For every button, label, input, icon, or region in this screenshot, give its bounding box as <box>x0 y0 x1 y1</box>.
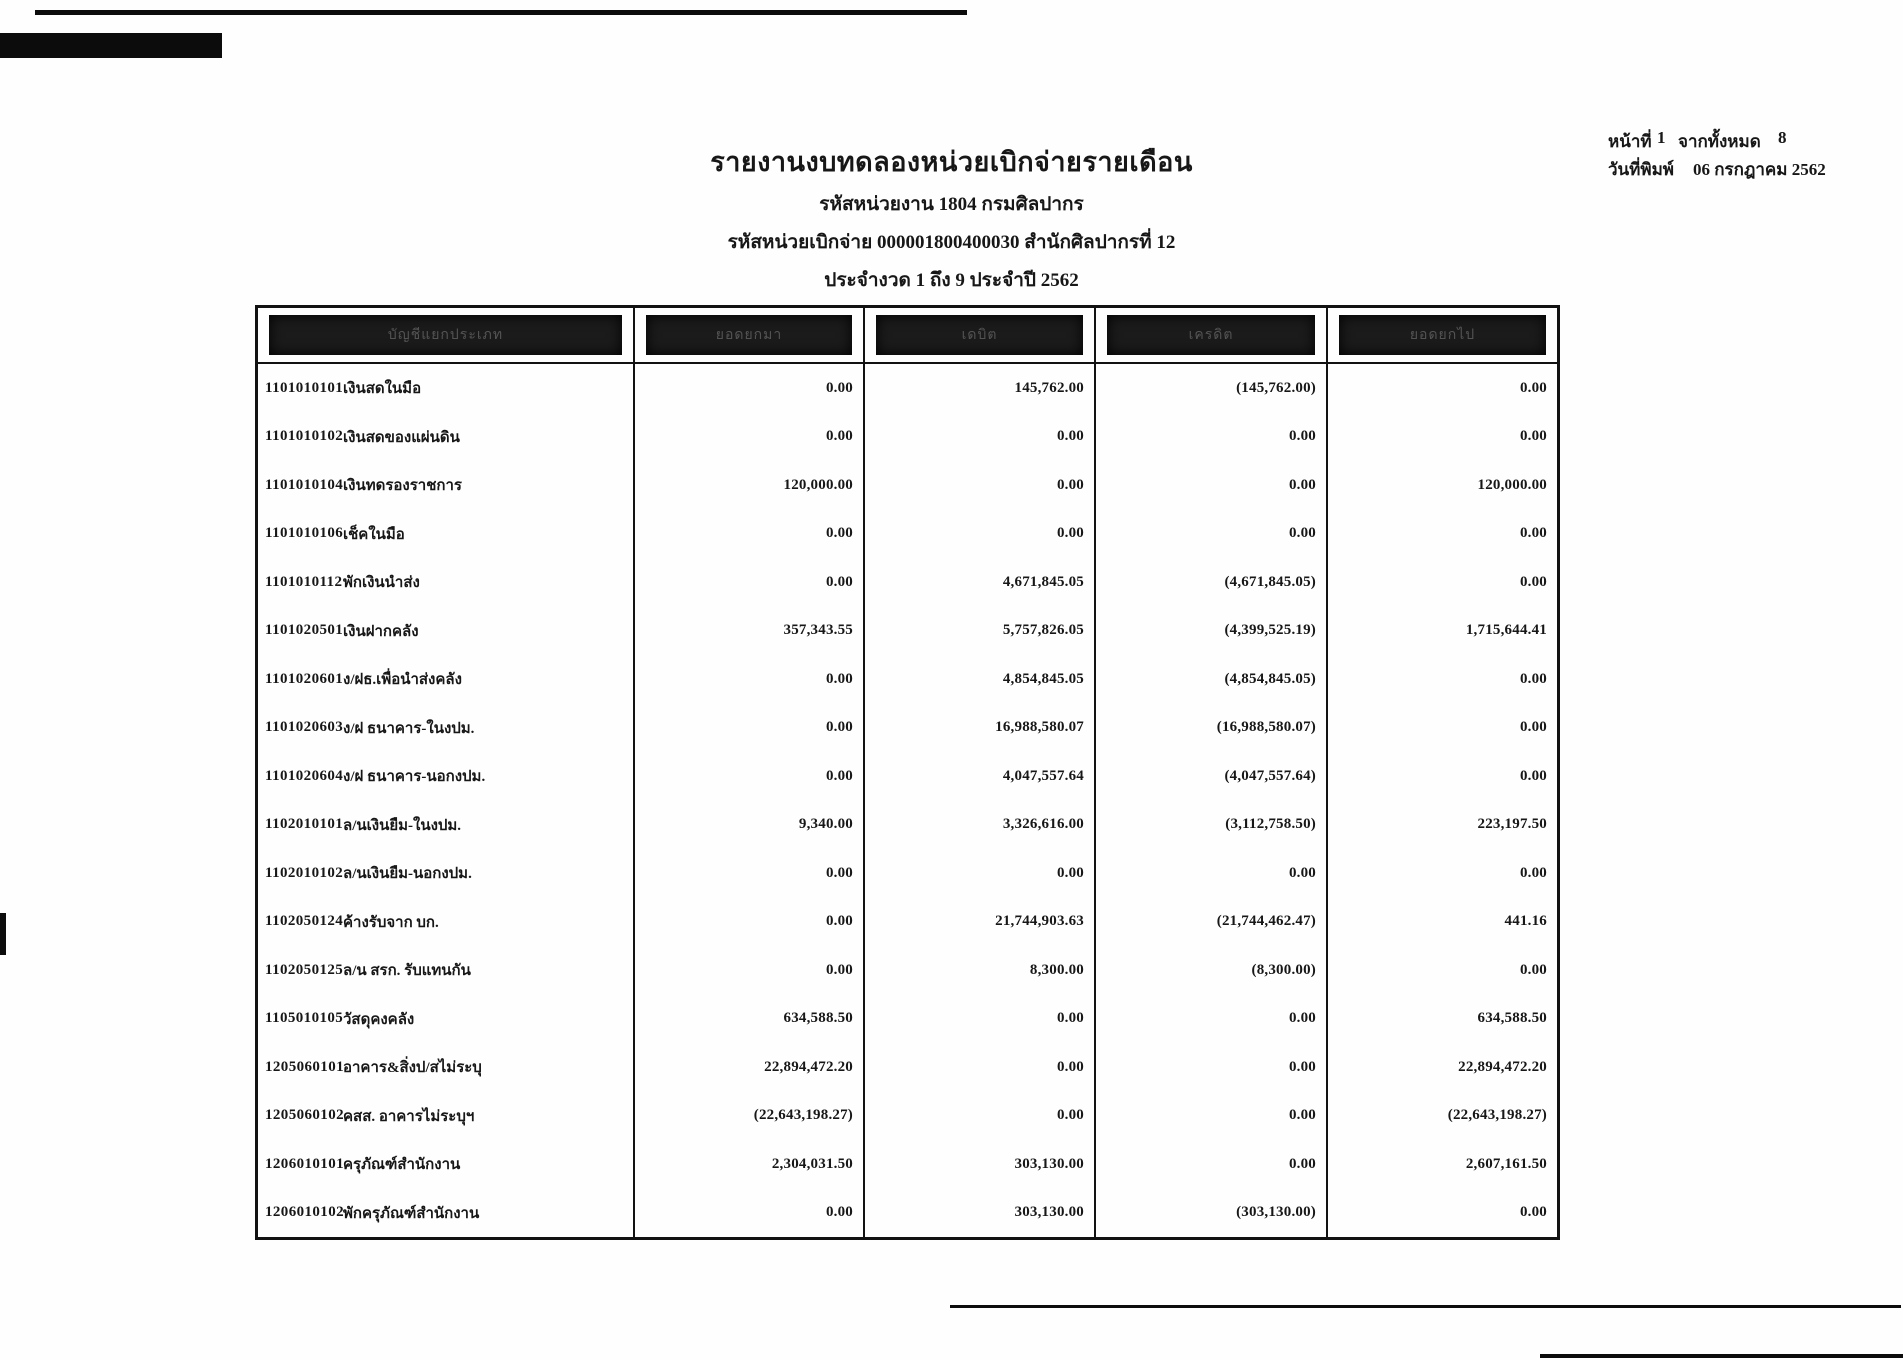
account-name: ง/ฝธ.เพื่อนำส่งคลัง <box>343 672 462 689</box>
amount-credit: (3,112,758.50) <box>1096 801 1328 850</box>
table-row <box>258 898 1557 947</box>
account-cell <box>258 704 635 753</box>
account-cell <box>258 1092 635 1141</box>
amount-carried-forward: 223,197.50 <box>1477 816 1547 833</box>
amount-debit: 21,744,903.63 <box>865 898 1096 947</box>
amount-credit: (8,300.00) <box>1096 946 1328 995</box>
amount-credit: (4,671,845.05) <box>1096 558 1328 607</box>
amount-debit: 16,988,580.07 <box>865 704 1096 753</box>
amount-carried-forward: 0.00 <box>1519 670 1547 687</box>
account-name: เงินสดในมือ <box>343 381 422 398</box>
amount-carried-forward: 0.00 <box>1519 719 1547 736</box>
account-name: วัสดุคงคลัง <box>343 1011 415 1028</box>
table-row <box>258 558 1557 607</box>
account-name: พักครุภัณฑ์สำนักงาน <box>343 1205 480 1222</box>
table-row <box>258 704 1557 753</box>
account-name: ง/ฝ ธนาคาร-ในงปม. <box>343 720 475 737</box>
page-number: 1 <box>1657 128 1666 147</box>
amount-brought-forward: 0.00 <box>635 704 865 753</box>
table-row <box>258 946 1557 995</box>
amount-debit: 0.00 <box>865 995 1096 1044</box>
account-name: เงินสดของแผ่นดิน <box>343 429 460 446</box>
account-code: 1101020601 <box>265 670 344 687</box>
table-row <box>258 1043 1557 1092</box>
amount-brought-forward: 2,304,031.50 <box>635 1140 865 1189</box>
column-header-band: เครดิต <box>1107 315 1315 355</box>
account-name: เงินฝากคลัง <box>343 623 419 640</box>
column-header-band: ยอดยกไป <box>1339 315 1546 355</box>
amount-credit: 0.00 <box>1096 1043 1328 1092</box>
account-code: 1102010101 <box>265 816 344 833</box>
account-code: 1101010102 <box>265 428 344 445</box>
account-cell <box>258 752 635 801</box>
account-code: 1102010102 <box>265 864 344 881</box>
org-code-line: รหัสหน่วยงาน 1804 กรมศิลปากร <box>819 194 1084 215</box>
account-cell <box>258 461 635 510</box>
amount-debit: 4,047,557.64 <box>865 752 1096 801</box>
print-date-label: วันที่พิมพ์ <box>1608 160 1674 179</box>
amount-debit: 0.00 <box>865 461 1096 510</box>
account-cell <box>258 510 635 559</box>
amount-debit: 0.00 <box>865 849 1096 898</box>
amount-credit: (4,047,557.64) <box>1096 752 1328 801</box>
amount-brought-forward: 0.00 <box>635 752 865 801</box>
account-name: พักเงินนำส่ง <box>343 575 420 592</box>
column-header-cell <box>1328 308 1557 362</box>
column-header-band: เดบิต <box>876 315 1083 355</box>
account-cell <box>258 413 635 462</box>
scan-artifact-top-line <box>35 10 967 15</box>
table-row <box>258 801 1557 850</box>
scan-artifact-top-left-bar <box>0 33 222 58</box>
account-name: ครุภัณฑ์สำนักงาน <box>343 1157 461 1174</box>
amount-carried-forward: 0.00 <box>1519 961 1547 978</box>
amount-debit: 303,130.00 <box>865 1140 1096 1189</box>
amount-credit: 0.00 <box>1096 1092 1328 1141</box>
account-code: 1102050124 <box>265 913 344 930</box>
account-code: 1101010112 <box>265 573 343 590</box>
amount-brought-forward: 0.00 <box>635 655 865 704</box>
account-cell <box>258 607 635 656</box>
amount-carried-forward: 0.00 <box>1519 428 1547 445</box>
disbursing-unit-line: รหัสหน่วยเบิกจ่าย 000001800400030 สำนักศิลปากรที่ 12 <box>727 232 1176 253</box>
amount-credit: (16,988,580.07) <box>1096 704 1328 753</box>
account-cell <box>258 1140 635 1189</box>
print-date: 06 กรกฎาคม 2562 <box>1693 160 1826 179</box>
column-header-cell <box>1096 308 1328 362</box>
account-code: 1102050125 <box>265 961 344 978</box>
table-row <box>258 849 1557 898</box>
amount-debit: 8,300.00 <box>865 946 1096 995</box>
amount-carried-forward: 0.00 <box>1519 379 1547 396</box>
table-row <box>258 1189 1557 1238</box>
amount-debit: 5,757,826.05 <box>865 607 1096 656</box>
account-code: 1205060102 <box>265 1107 344 1124</box>
amount-carried-forward: 22,894,472.20 <box>1458 1058 1547 1075</box>
amount-credit: (21,744,462.47) <box>1096 898 1328 947</box>
account-name: ล/นเงินยืม-นอกงปม. <box>343 866 472 883</box>
amount-brought-forward: 0.00 <box>635 364 865 413</box>
amount-credit: 0.00 <box>1096 1140 1328 1189</box>
amount-debit: 0.00 <box>865 1092 1096 1141</box>
report-title: รายงานงบทดลองหน่วยเบิกจ่ายรายเดือน <box>710 147 1193 177</box>
amount-carried-forward: 0.00 <box>1519 1204 1547 1221</box>
account-name: ล/น สรก. รับแทนกัน <box>343 963 471 980</box>
amount-credit: 0.00 <box>1096 510 1328 559</box>
amount-carried-forward: 2,607,161.50 <box>1465 1155 1547 1172</box>
account-cell <box>258 1189 635 1238</box>
total-pages: 8 <box>1778 128 1787 147</box>
amount-debit: 0.00 <box>865 510 1096 559</box>
account-code: 1101010101 <box>265 379 344 396</box>
amount-brought-forward: 0.00 <box>635 898 865 947</box>
account-cell <box>258 655 635 704</box>
account-name: เงินทดรองราชการ <box>343 478 462 495</box>
column-header-band: ยอดยกมา <box>646 315 852 355</box>
account-name: อาคาร&สิ่งป/สไม่ระบุ <box>343 1060 482 1077</box>
amount-debit: 0.00 <box>865 413 1096 462</box>
amount-brought-forward: 0.00 <box>635 558 865 607</box>
period-line: ประจำงวด 1 ถึง 9 ประจำปี 2562 <box>824 270 1079 291</box>
amount-debit: 4,854,845.05 <box>865 655 1096 704</box>
account-code: 1206010102 <box>265 1204 344 1221</box>
account-code: 1101020604 <box>265 767 344 784</box>
amount-carried-forward: 441.16 <box>1504 913 1547 930</box>
amount-carried-forward: (22,643,198.27) <box>1447 1107 1547 1124</box>
scan-artifact-left-tick <box>0 913 6 955</box>
account-code: 1101020603 <box>265 719 344 736</box>
page-meta <box>1608 128 1838 188</box>
account-name: เช็คในมือ <box>343 526 405 543</box>
account-code: 1105010105 <box>265 1010 344 1027</box>
amount-brought-forward: 9,340.00 <box>635 801 865 850</box>
table-row <box>258 995 1557 1044</box>
amount-brought-forward: 0.00 <box>635 1189 865 1238</box>
account-cell <box>258 801 635 850</box>
amount-credit: 0.00 <box>1096 849 1328 898</box>
account-name: ล/นเงินยืม-ในงปม. <box>343 817 462 834</box>
scan-artifact-bottom-edge <box>1540 1354 1903 1358</box>
account-code: 1101010106 <box>265 525 344 542</box>
table-row <box>258 607 1557 656</box>
amount-brought-forward: 634,588.50 <box>635 995 865 1044</box>
amount-carried-forward: 0.00 <box>1519 525 1547 542</box>
column-header-cell <box>258 308 635 362</box>
account-cell <box>258 849 635 898</box>
amount-carried-forward: 120,000.00 <box>1477 476 1547 493</box>
table-header-row <box>258 308 1557 364</box>
amount-credit: 0.00 <box>1096 461 1328 510</box>
total-pages-label: จากทั้งหมด <box>1678 132 1761 151</box>
table-row <box>258 413 1557 462</box>
table-row <box>258 510 1557 559</box>
amount-carried-forward: 0.00 <box>1519 864 1547 881</box>
amount-credit: (4,854,845.05) <box>1096 655 1328 704</box>
account-name: ง/ฝ ธนาคาร-นอกงปม. <box>343 769 486 786</box>
amount-debit: 145,762.00 <box>865 364 1096 413</box>
amount-carried-forward: 0.00 <box>1519 573 1547 590</box>
amount-credit: (4,399,525.19) <box>1096 607 1328 656</box>
amount-debit: 0.00 <box>865 1043 1096 1092</box>
column-header-band: บัญชีแยกประเภท <box>269 315 622 355</box>
table-row <box>258 655 1557 704</box>
amount-brought-forward: 120,000.00 <box>635 461 865 510</box>
amount-credit: 0.00 <box>1096 995 1328 1044</box>
table-row <box>258 364 1557 413</box>
amount-brought-forward: 22,894,472.20 <box>635 1043 865 1092</box>
column-header-cell <box>865 308 1096 362</box>
account-code: 1101020501 <box>265 622 344 639</box>
account-code: 1206010101 <box>265 1155 344 1172</box>
amount-brought-forward: (22,643,198.27) <box>635 1092 865 1141</box>
amount-credit: 0.00 <box>1096 413 1328 462</box>
table-row <box>258 1140 1557 1189</box>
page-number-label: หน้าที่ <box>1608 132 1652 151</box>
amount-brought-forward: 0.00 <box>635 946 865 995</box>
scan-artifact-bottom-line <box>950 1305 1901 1308</box>
amount-carried-forward: 0.00 <box>1519 767 1547 784</box>
account-name: ค้างรับจาก บก. <box>343 914 439 931</box>
table-row <box>258 752 1557 801</box>
account-code: 1101010104 <box>265 476 344 493</box>
account-code: 1205060101 <box>265 1058 344 1075</box>
table-row <box>258 1092 1557 1141</box>
trial-balance-table <box>255 305 1560 1240</box>
amount-debit: 303,130.00 <box>865 1189 1096 1238</box>
amount-carried-forward: 1,715,644.41 <box>1465 622 1547 639</box>
table-row <box>258 461 1557 510</box>
amount-brought-forward: 0.00 <box>635 413 865 462</box>
column-header-cell <box>635 308 865 362</box>
amount-debit: 3,326,616.00 <box>865 801 1096 850</box>
amount-brought-forward: 0.00 <box>635 849 865 898</box>
amount-brought-forward: 0.00 <box>635 510 865 559</box>
table-body <box>258 364 1557 1237</box>
account-cell <box>258 898 635 947</box>
account-cell <box>258 558 635 607</box>
account-cell <box>258 995 635 1044</box>
amount-brought-forward: 357,343.55 <box>635 607 865 656</box>
account-cell <box>258 946 635 995</box>
account-cell <box>258 1043 635 1092</box>
amount-carried-forward: 634,588.50 <box>1477 1010 1547 1027</box>
amount-credit: (303,130.00) <box>1096 1189 1328 1238</box>
amount-debit: 4,671,845.05 <box>865 558 1096 607</box>
amount-credit: (145,762.00) <box>1096 364 1328 413</box>
account-cell <box>258 364 635 413</box>
account-name: คสส. อาคารไม่ระบุฯ <box>343 1108 475 1125</box>
